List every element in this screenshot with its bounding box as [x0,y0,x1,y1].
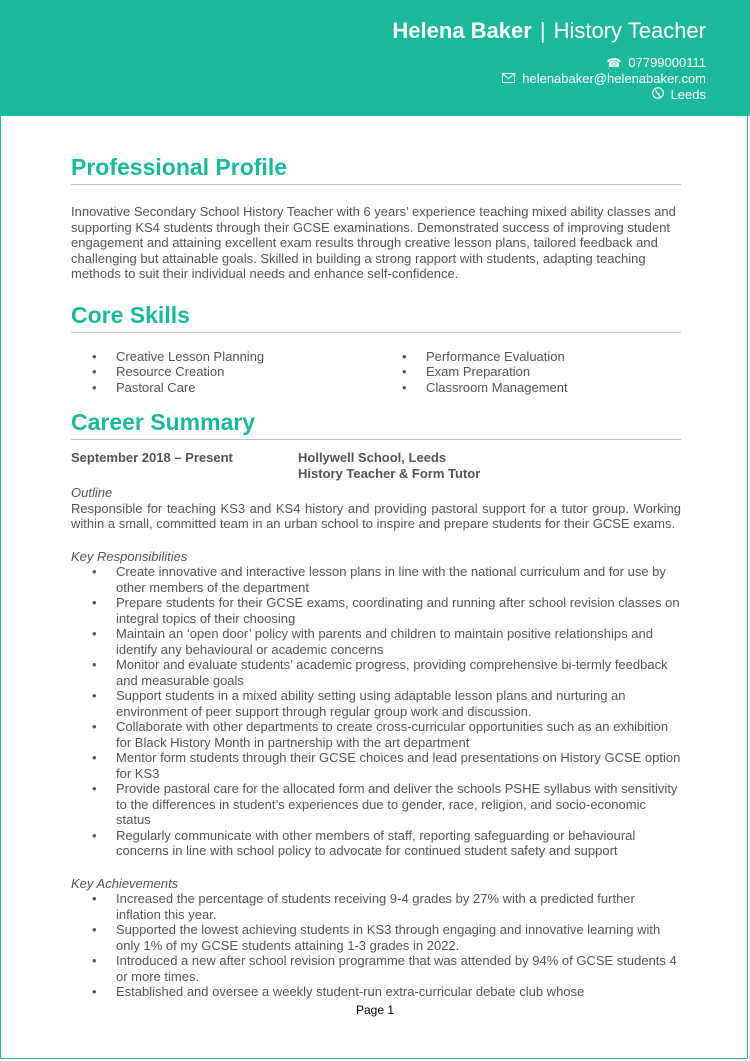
list-item: • Regularly communicate with other members of staff, reporting safeguarding or behavioural concerns in line with school policy to advocate for continued student safety and support [71,828,681,859]
profile-text: Innovative Secondary School History Teacher with 6 years’ experience teaching mixed ability classes and supporting KS4 students through their GCSE examinations. Demonstrated success of improving student engagement and attaining excellent exam results through creative lesson plans, tailored feedback and challenging but attainable goals. Skilled in building a strong rapport with students, adapting teaching methods to suit their individual needs and enhance self-confidence. [71,204,676,281]
profile-heading: Professional Profile [71,154,681,185]
job-dates: September 2018 – Present [71,450,233,465]
skills-heading: Core Skills [71,302,681,333]
outline-label: Outline [71,485,113,500]
responsibilities-list [71,564,681,859]
phone-number: 07799000111 [628,55,706,70]
list-item: • Pastoral Care [71,380,381,396]
skills-column-left [71,349,381,396]
responsibilities-label: Key Responsibilities [71,548,188,564]
list-item: • Collaborate with other departments to create cross-curricular opportunities such as an exhibition for Black History Month in partnership with the art department [71,719,681,750]
list-item: • Provide pastoral care for the allocated form and deliver the schools PSHE syllabus with sensitivity to the differences in student’s experiences due to gender, race, religion, and socio-economic status [71,781,681,828]
list-item: • Established and oversee a weekly student-run extra-curricular debate club whose [71,984,681,1000]
list-item: • Supported the lowest achieving students in KS3 through engaging and innovative learning with only 1% of my GCSE students attaining 1-3 grades in 2022. [71,922,681,953]
page-number: Page 1 [355,1003,395,1017]
job-employer: Hollywell School, Leeds [298,450,447,465]
name-separator: | [539,18,546,43]
job-header [71,450,681,482]
phone-icon: ☎ [606,55,622,70]
list-item: • Monitor and evaluate students’ academic progress, providing comprehensive bi-termly feedback and measurable goals [71,657,681,688]
list-item: • Performance Evaluation [381,349,568,365]
outline-text: Responsible for teaching KS3 and KS4 history and providing pastoral support for a tutor group. Working within a small, committed team in an urban school to inspire and prepare students for their GCSE exams. [71,500,681,531]
name-title-line [392,18,706,44]
email-address[interactable]: helenabaker@helenabaker.com [522,71,706,86]
list-item: • Creative Lesson Planning [71,349,381,365]
contact-location [652,87,706,102]
achievements-list [71,891,681,1000]
job-employer-block [298,450,480,482]
list-item: • Create innovative and interactive lesson plans in line with the national curriculum and for use by other members of the department [71,564,681,595]
resume-content [71,154,681,1000]
job-position: History Teacher & Form Tutor [298,466,481,481]
header-banner [0,0,750,116]
list-item: • Introduced a new after school revision programme that was attended by 94% of GCSE students 4 or more times. [71,953,681,984]
list-item: • Resource Creation [71,364,381,380]
skills-column-right [381,349,568,396]
contact-email [502,71,706,86]
list-item: • Prepare students for their GCSE exams, coordinating and running after school revision classes on integral topics of their choosing [71,595,681,626]
candidate-name: Helena Baker [392,18,532,43]
list-item: • Classroom Management [381,380,568,396]
job-title: History Teacher [553,18,706,43]
list-item: • Maintain an ‘open door’ policy with parents and children to maintain positive relationships and identify any behavioural or academic concerns [71,626,681,657]
list-item: • Support students in a mixed ability setting using adaptable lesson plans and nurturing an environment of peer support through regular group work and discussion. [71,688,681,719]
list-item: • Increased the percentage of students receiving 9-4 grades by 27% with a predicted further inflation this year. [71,891,681,922]
career-heading: Career Summary [71,409,681,440]
location-text: Leeds [670,87,706,102]
envelope-icon [502,72,515,86]
list-item: • Exam Preparation [381,364,568,380]
list-item: • Mentor form students through their GCSE choices and lead presentations on History GCSE option for KS3 [71,750,681,781]
skills-list [71,349,681,396]
contact-phone [606,55,706,70]
globe-icon [652,87,664,102]
achievements-label: Key Achievements [71,875,179,891]
